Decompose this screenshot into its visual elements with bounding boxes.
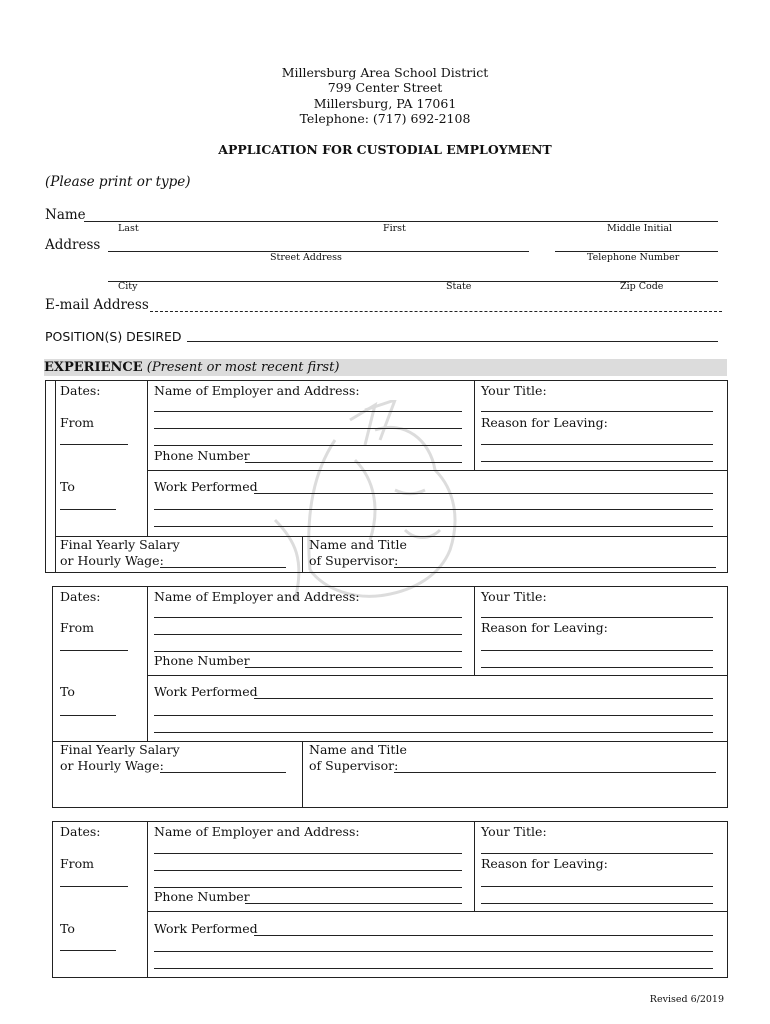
work-line-3[interactable] bbox=[154, 732, 713, 733]
experience-subtitle: (Present or most recent first) bbox=[146, 360, 340, 375]
reason-line-1[interactable] bbox=[481, 650, 713, 651]
box-1-dates-divider bbox=[147, 380, 148, 536]
district-street: 799 Center Street bbox=[327, 80, 443, 95]
work-performed-label: Work Performed bbox=[154, 684, 258, 699]
salary-field[interactable] bbox=[160, 567, 286, 568]
revision-note: Revised 6/2019 bbox=[649, 994, 724, 1005]
your-title-field[interactable] bbox=[481, 411, 713, 412]
supervisor-field[interactable] bbox=[394, 567, 716, 568]
work-line-1[interactable] bbox=[254, 493, 713, 494]
employer-label: Name of Employer and Address: bbox=[154, 824, 360, 839]
work-performed-label: Work Performed bbox=[154, 921, 258, 936]
box-3-dates-divider bbox=[147, 821, 148, 977]
dates-label: Dates: bbox=[60, 824, 101, 839]
first-caption: First bbox=[383, 223, 406, 234]
your-title-label: Your Title: bbox=[481, 824, 547, 839]
box-1-work-divider bbox=[147, 470, 727, 471]
employer-line-2[interactable] bbox=[154, 634, 462, 635]
your-title-label: Your Title: bbox=[481, 383, 547, 398]
work-line-1[interactable] bbox=[254, 698, 713, 699]
to-date-field[interactable] bbox=[60, 509, 116, 510]
box-3-work-divider bbox=[147, 911, 727, 912]
reason-label: Reason for Leaving: bbox=[481, 856, 608, 871]
employer-line-1[interactable] bbox=[154, 411, 462, 412]
your-title-label: Your Title: bbox=[481, 589, 547, 604]
district-name: Millersburg Area School District bbox=[281, 65, 489, 80]
last-caption: Last bbox=[118, 223, 139, 234]
work-line-1[interactable] bbox=[254, 935, 713, 936]
salary-label-2: or Hourly Wage: bbox=[60, 758, 164, 773]
phone-field[interactable] bbox=[245, 667, 462, 668]
email-label: E-mail Address bbox=[45, 297, 149, 313]
from-date-field[interactable] bbox=[60, 886, 128, 887]
salary-label-1: Final Yearly Salary bbox=[60, 742, 180, 757]
box-3-title-divider bbox=[474, 821, 475, 911]
to-date-field[interactable] bbox=[60, 715, 116, 716]
salary-field[interactable] bbox=[160, 772, 286, 773]
reason-label: Reason for Leaving: bbox=[481, 620, 608, 635]
box-1-title-divider bbox=[474, 380, 475, 470]
phone-label: Phone Number bbox=[154, 889, 250, 904]
district-city: Millersburg, PA 17061 bbox=[313, 96, 457, 111]
from-label: From bbox=[60, 415, 95, 430]
phone-label: Phone Number bbox=[154, 653, 250, 668]
supervisor-field[interactable] bbox=[394, 772, 716, 773]
experience-title: EXPERIENCE bbox=[44, 360, 143, 375]
dates-label: Dates: bbox=[60, 383, 101, 398]
zip-caption: Zip Code bbox=[620, 281, 664, 292]
name-label: Name bbox=[45, 207, 86, 223]
reason-line-2[interactable] bbox=[481, 461, 713, 462]
work-performed-label: Work Performed bbox=[154, 479, 258, 494]
dates-label: Dates: bbox=[60, 589, 101, 604]
form-title: APPLICATION FOR CUSTODIAL EMPLOYMENT bbox=[218, 142, 552, 157]
salary-label-1: Final Yearly Salary bbox=[60, 537, 180, 552]
district-telephone: Telephone: (717) 692-2108 bbox=[299, 111, 471, 126]
employer-label: Name of Employer and Address: bbox=[154, 589, 360, 604]
reason-label: Reason for Leaving: bbox=[481, 415, 608, 430]
city-caption: City bbox=[118, 281, 138, 292]
box-1-inner-left bbox=[55, 380, 56, 536]
telephone-number-caption: Telephone Number bbox=[587, 252, 680, 263]
address-label: Address bbox=[45, 237, 101, 253]
employer-line-3[interactable] bbox=[154, 445, 462, 446]
middle-initial-caption: Middle Initial bbox=[607, 223, 673, 234]
work-line-2[interactable] bbox=[154, 951, 713, 952]
employer-line-3[interactable] bbox=[154, 887, 462, 888]
reason-line-2[interactable] bbox=[481, 667, 713, 668]
employer-line-3[interactable] bbox=[154, 651, 462, 652]
street-address-caption: Street Address bbox=[270, 252, 342, 263]
from-date-field[interactable] bbox=[60, 650, 128, 651]
box-2-dates-divider bbox=[147, 586, 148, 741]
to-label: To bbox=[60, 921, 75, 936]
email-field[interactable] bbox=[150, 311, 722, 312]
experience-heading bbox=[44, 359, 727, 376]
employer-line-2[interactable] bbox=[154, 428, 462, 429]
work-line-2[interactable] bbox=[154, 509, 713, 510]
employer-line-2[interactable] bbox=[154, 870, 462, 871]
supervisor-label-1: Name and Title bbox=[309, 537, 407, 552]
reason-line-2[interactable] bbox=[481, 903, 713, 904]
phone-field[interactable] bbox=[245, 903, 462, 904]
position-label: POSITION(S) DESIRED bbox=[45, 329, 182, 344]
box-1-salary-left bbox=[55, 536, 56, 572]
from-label: From bbox=[60, 620, 95, 635]
salary-label-2: or Hourly Wage: bbox=[60, 553, 164, 568]
employer-label: Name of Employer and Address: bbox=[154, 383, 360, 398]
box-2-work-divider bbox=[147, 675, 727, 676]
box-1-supervisor-divider bbox=[302, 536, 303, 572]
work-line-3[interactable] bbox=[154, 968, 713, 969]
supervisor-label-1: Name and Title bbox=[309, 742, 407, 757]
your-title-field[interactable] bbox=[481, 853, 713, 854]
position-field[interactable] bbox=[187, 341, 718, 342]
reason-line-1[interactable] bbox=[481, 444, 713, 445]
work-line-2[interactable] bbox=[154, 715, 713, 716]
work-line-3[interactable] bbox=[154, 526, 713, 527]
box-2-supervisor-divider bbox=[302, 741, 303, 807]
from-label: From bbox=[60, 856, 95, 871]
to-label: To bbox=[60, 684, 75, 699]
state-caption: State bbox=[446, 281, 472, 292]
box-2-title-divider bbox=[474, 586, 475, 675]
reason-line-1[interactable] bbox=[481, 886, 713, 887]
your-title-field[interactable] bbox=[481, 617, 713, 618]
from-date-field[interactable] bbox=[60, 444, 128, 445]
to-label: To bbox=[60, 479, 75, 494]
employer-line-1[interactable] bbox=[154, 853, 462, 854]
phone-label: Phone Number bbox=[154, 448, 250, 463]
phone-field[interactable] bbox=[245, 462, 462, 463]
name-field[interactable] bbox=[84, 221, 718, 222]
print-instruction: (Please print or type) bbox=[45, 174, 191, 190]
employer-line-1[interactable] bbox=[154, 617, 462, 618]
supervisor-label-2: of Supervisor: bbox=[309, 758, 399, 773]
supervisor-label-2: of Supervisor: bbox=[309, 553, 399, 568]
to-date-field[interactable] bbox=[60, 950, 116, 951]
